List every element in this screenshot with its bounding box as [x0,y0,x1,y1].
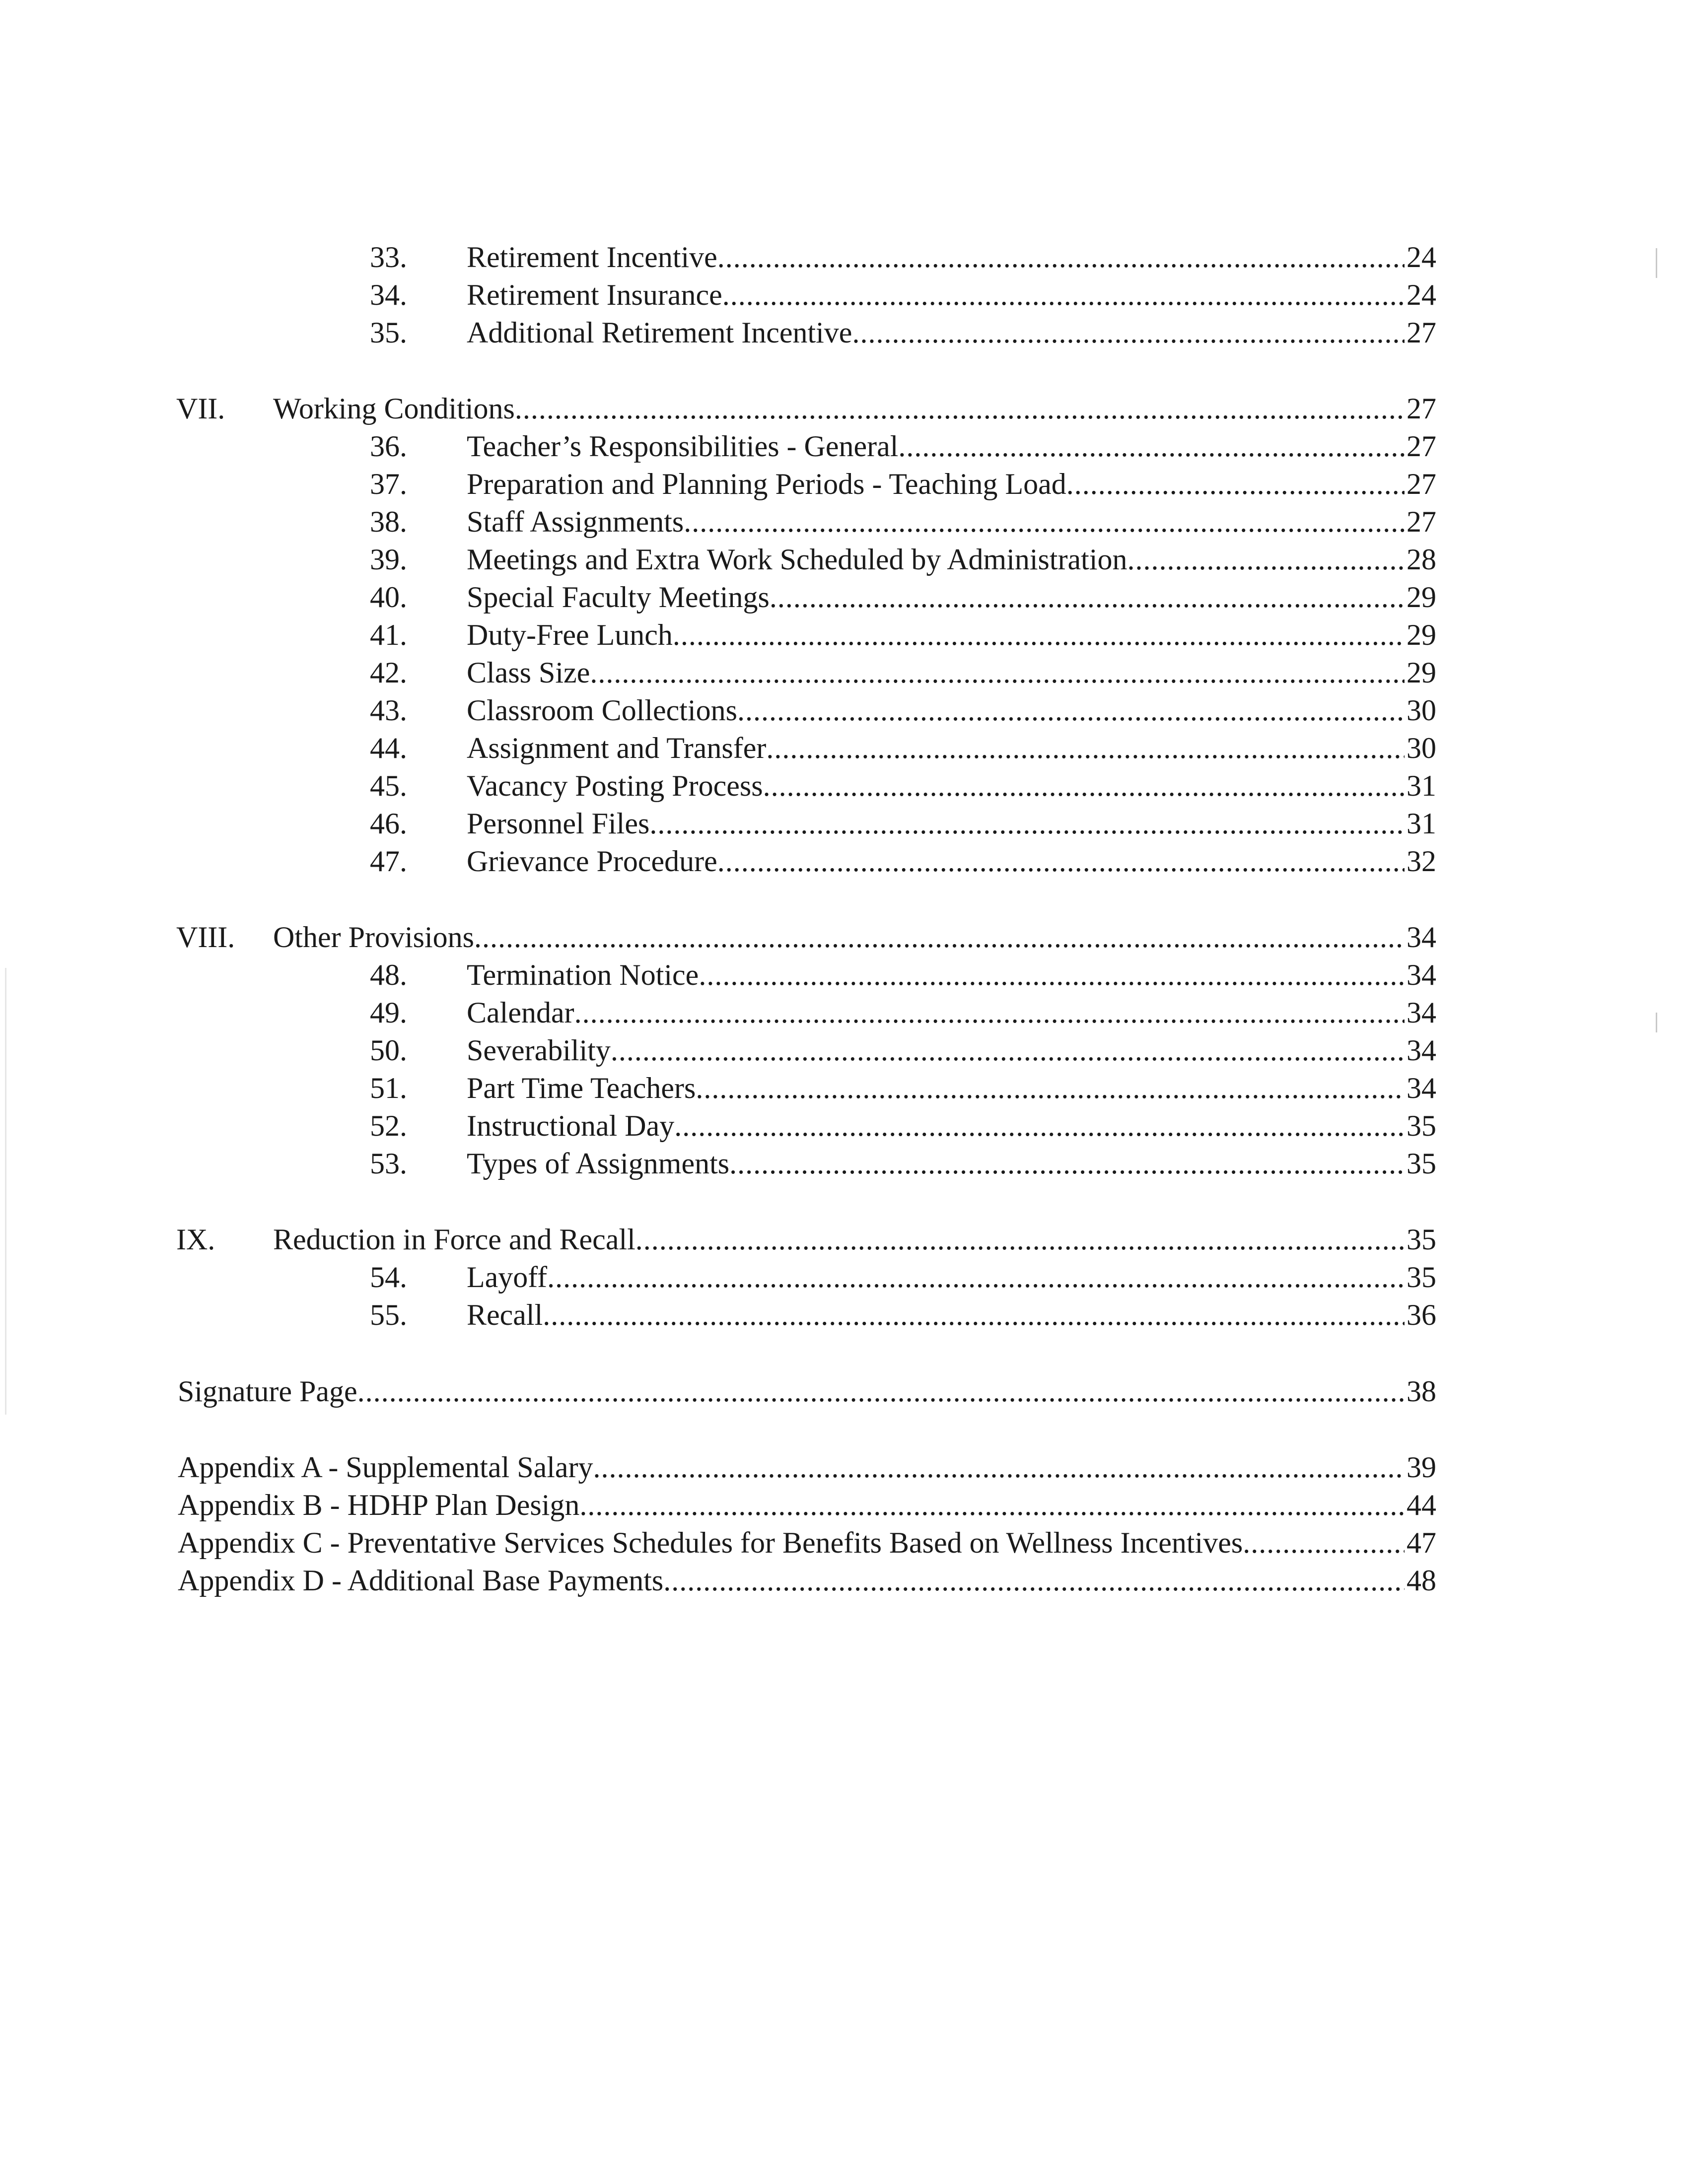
dot-leader [898,427,1405,465]
toc-entry-title: Appendix D - Additional Base Payments [178,1564,664,1597]
toc-entry-page: 24 [1407,241,1436,273]
toc-entry-number: 33. [370,241,407,273]
dot-leader [574,994,1405,1031]
dot-leader [515,390,1405,427]
dot-leader [474,918,1405,956]
toc-entry-number: 52. [370,1109,407,1142]
dot-leader [766,729,1405,767]
toc-appendix [178,1562,1436,1599]
toc-section-title: Working Conditions [273,392,515,425]
dot-leader [763,767,1405,805]
toc-entry [370,994,1436,1031]
toc-entry-page: 27 [1407,316,1436,349]
toc-entry-number: 54. [370,1261,407,1294]
toc-entry-title: Retirement Incentive [467,241,717,273]
toc-entry-title: Types of Assignments [467,1147,730,1180]
toc-entry-number: 46. [370,807,407,840]
toc-entry-title: Appendix A - Supplemental Salary [178,1451,593,1484]
toc-entry-number: 50. [370,1034,407,1067]
toc-entry-page: 35 [1407,1147,1436,1180]
toc-entry-page: 31 [1407,807,1436,840]
toc-entry [370,238,1436,276]
toc-entry-title: Meetings and Extra Work Scheduled by Administration [467,543,1127,576]
toc-entry-page: 27 [1407,392,1436,425]
dot-leader [722,276,1405,314]
toc-entry [370,1296,1436,1334]
dot-leader [717,842,1405,880]
toc-entry-page: 35 [1407,1223,1436,1256]
toc-entry-page: 34 [1407,1034,1436,1067]
toc-entry-title: Layoff [467,1261,548,1294]
toc-section-number: VII. [176,392,225,425]
toc-entry-title: Teacher’s Responsibilities - General [467,430,899,463]
toc-entry-page: 30 [1407,732,1436,764]
toc-entry-number: 43. [370,694,407,727]
toc-section-number: IX. [176,1223,215,1256]
toc-entry-title: Additional Retirement Incentive [467,316,852,349]
toc-entry-title: Appendix B - HDHP Plan Design [178,1489,580,1521]
toc-entry [370,314,1436,351]
toc-entry [370,465,1436,503]
toc-entry-title: Calendar [467,996,574,1029]
toc-section-title: Reduction in Force and Recall [273,1223,635,1256]
toc-entry-page: 29 [1407,656,1436,689]
dot-leader [673,616,1405,654]
toc-entry-number: 34. [370,278,407,311]
dot-leader [611,1031,1405,1069]
dot-leader [1243,1524,1405,1562]
toc-entry-number: 40. [370,581,407,614]
toc-entry-number: 53. [370,1147,407,1180]
toc-section-heading [176,1221,1436,1258]
dot-leader [547,1258,1405,1296]
toc-signature-page [178,1372,1436,1410]
toc-entry-title: Duty-Free Lunch [467,618,673,651]
toc-entry-page: 35 [1407,1261,1436,1294]
toc-entry-number: 38. [370,505,407,538]
dot-leader [590,654,1405,691]
toc-section-number: VIII. [176,921,235,954]
dot-leader [696,1069,1405,1107]
toc-entry [370,427,1436,465]
toc-entry [370,767,1436,805]
toc-appendix [178,1486,1436,1524]
toc-entry-number: 42. [370,656,407,689]
dot-leader [717,238,1405,276]
toc-section-heading [176,390,1436,427]
toc-entry [370,541,1436,578]
dot-leader [1127,541,1405,578]
toc-entry-number: 51. [370,1072,407,1104]
toc-entry-title: Classroom Collections [467,694,737,727]
dot-leader [1066,465,1405,503]
toc-entry-page: 39 [1407,1451,1436,1484]
dot-leader [674,1107,1405,1145]
toc-entry-page: 47 [1407,1526,1436,1559]
toc-entry-number: 39. [370,543,407,576]
toc-entry-number: 41. [370,618,407,651]
toc-entry-title: Termination Notice [467,958,699,991]
toc-entry-title: Appendix C - Preventative Services Schedules for Benefits Based on Wellness Incentives [178,1526,1243,1559]
dot-leader [635,1221,1405,1258]
toc-entry-title: Vacancy Posting Process [467,769,763,802]
toc-entry-page: 24 [1407,278,1436,311]
toc-entry [370,1258,1436,1296]
toc-entry-title: Staff Assignments [467,505,684,538]
toc-entry [370,842,1436,880]
scan-artifact [1656,1013,1657,1032]
toc-entry-title: Personnel Files [467,807,650,840]
toc-entry-page: 34 [1407,1072,1436,1104]
scan-artifact [5,968,6,1415]
dot-leader [770,578,1405,616]
dot-leader [593,1448,1405,1486]
dot-leader [357,1372,1405,1410]
toc-entry-number: 48. [370,958,407,991]
toc-entry-title: Preparation and Planning Periods - Teaching Load [467,468,1066,500]
toc-entry [370,578,1436,616]
dot-leader [649,805,1405,842]
toc-entry [370,805,1436,842]
toc-entry-number: 37. [370,468,407,500]
toc-entry-title: Retirement Insurance [467,278,722,311]
toc-entry-number: 45. [370,769,407,802]
toc-entry-page: 36 [1407,1298,1436,1331]
toc-entry-page: 34 [1407,958,1436,991]
toc-entry-page: 44 [1407,1489,1436,1521]
toc-entry-number: 44. [370,732,407,764]
toc-entry-number: 49. [370,996,407,1029]
toc-entry [370,1069,1436,1107]
toc-entry [370,503,1436,541]
toc-entry [370,1031,1436,1069]
dot-leader [729,1145,1405,1182]
toc-entry [370,1145,1436,1182]
scan-artifact [1656,248,1657,278]
toc-entry [370,616,1436,654]
toc-entry-page: 34 [1407,996,1436,1029]
toc-entry-page: 34 [1407,921,1436,954]
toc-entry-title: Instructional Day [467,1109,675,1142]
toc-entry-title: Signature Page [178,1375,357,1408]
dot-leader [543,1296,1405,1334]
toc-entry [370,691,1436,729]
toc-entry-title: Special Faculty Meetings [467,581,770,614]
dot-leader [852,314,1405,351]
toc-section-title: Other Provisions [273,921,474,954]
toc-entry [370,1107,1436,1145]
toc-entry-number: 36. [370,430,407,463]
toc-entry [370,956,1436,994]
dot-leader [579,1486,1405,1524]
toc-entry [370,729,1436,767]
toc-entry-page: 27 [1407,430,1436,463]
toc-entry-number: 47. [370,845,407,878]
toc-section-heading [176,918,1436,956]
toc-entry-title: Class Size [467,656,590,689]
dot-leader [737,691,1405,729]
toc-entry-page: 29 [1407,581,1436,614]
toc-entry-title: Part Time Teachers [467,1072,696,1104]
toc-entry-page: 38 [1407,1375,1436,1408]
toc-entry [370,276,1436,314]
toc-entry-page: 27 [1407,505,1436,538]
toc-entry-page: 31 [1407,769,1436,802]
toc-appendix [178,1524,1436,1562]
toc-entry-title: Assignment and Transfer [467,732,767,764]
dot-leader [684,503,1405,541]
toc-entry-title: Severability [467,1034,611,1067]
dot-leader [699,956,1405,994]
toc-entry-page: 27 [1407,468,1436,500]
toc-entry-title: Recall [467,1298,543,1331]
dot-leader [663,1562,1405,1599]
toc-appendix [178,1448,1436,1486]
toc-entry-page: 48 [1407,1564,1436,1597]
toc-entry [370,654,1436,691]
toc-entry-number: 35. [370,316,407,349]
toc-entry-number: 55. [370,1298,407,1331]
toc-entry-page: 30 [1407,694,1436,727]
toc-entry-page: 29 [1407,618,1436,651]
toc-entry-page: 28 [1407,543,1436,576]
toc-entry-title: Grievance Procedure [467,845,717,878]
toc-entry-page: 35 [1407,1109,1436,1142]
toc-entry-page: 32 [1407,845,1436,878]
